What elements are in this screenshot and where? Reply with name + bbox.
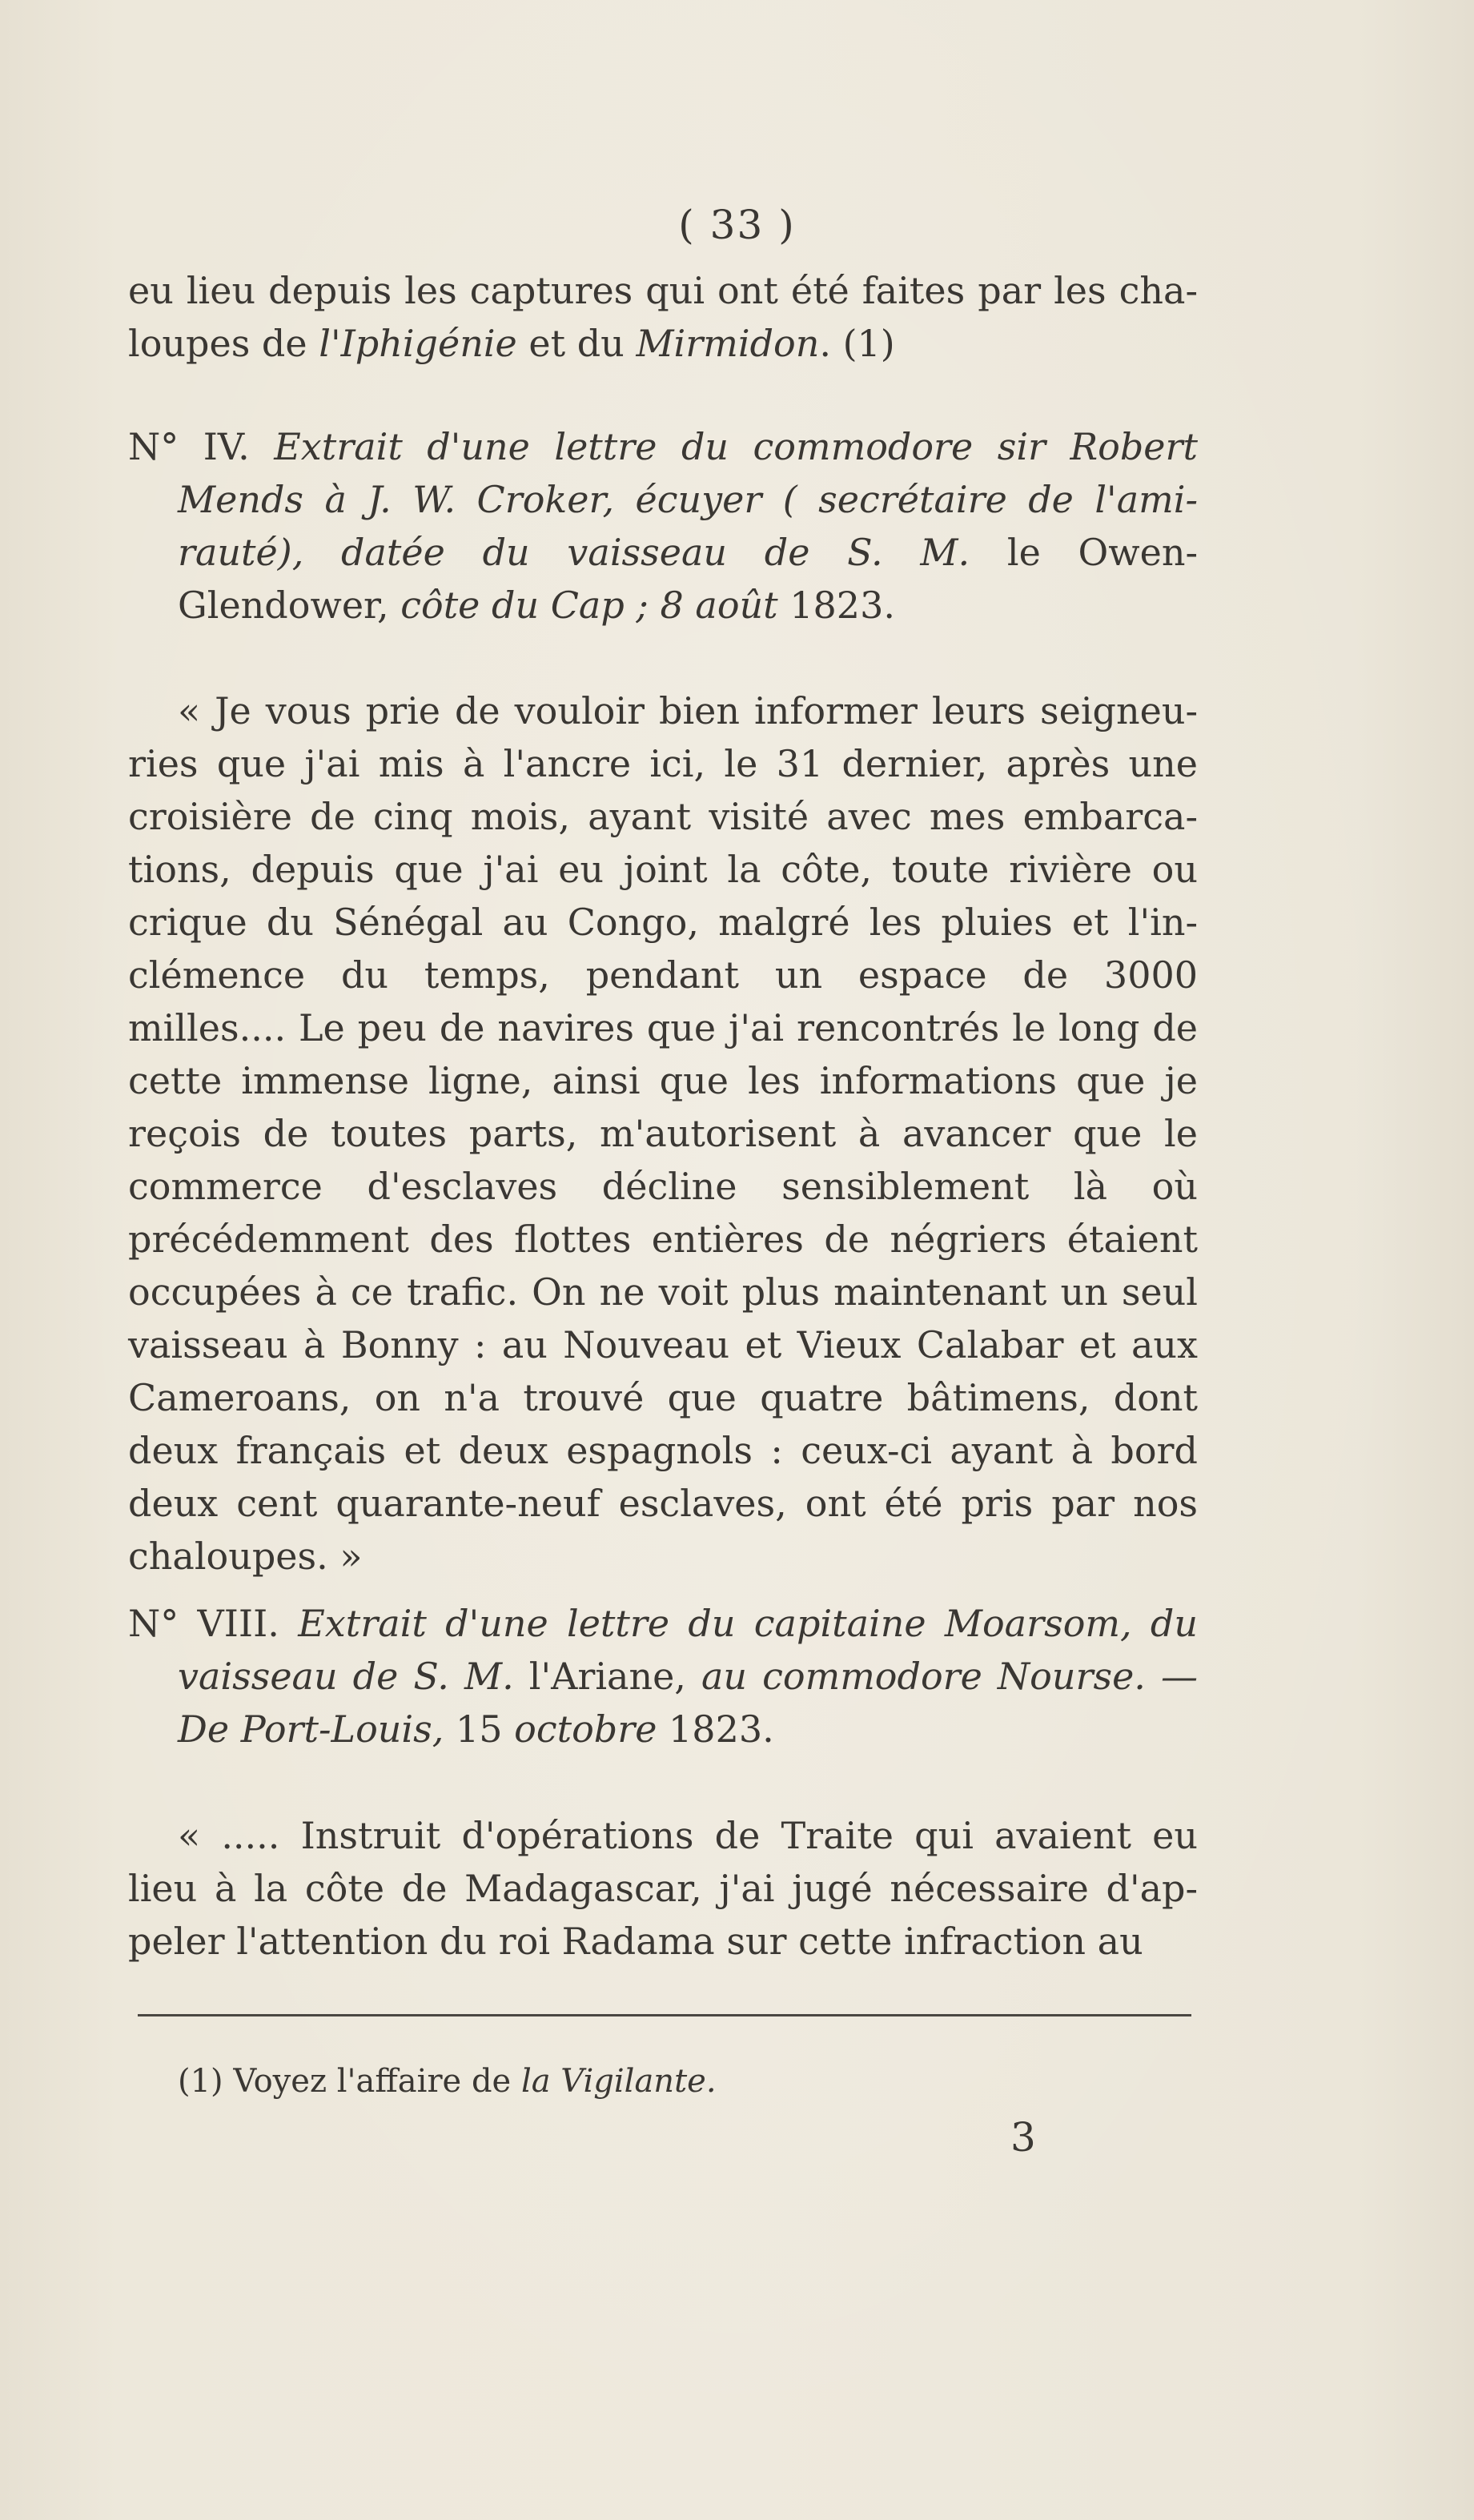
entry-iv-title-c: côte du Cap ; 8 août bbox=[400, 584, 778, 627]
page-number: ( 33 ) bbox=[678, 202, 796, 248]
quote-iv-text: « Je vous prie de vouloir bien informer leurs seigneu-ries que j'ai mis à l'ancre ici, le 31 dernier, après une croisière de cinq mois, ayant visité avec mes embarca-tions, depuis que j'ai eu joint la côte, toute rivière ou crique du Sénégal au Congo, malgré les pluies et l'in-clémence du temps, pendant un espace de 3000 milles.... Le peu de navires que j'ai rencontrés le long de cette immense ligne, ainsi que les informations que je reçois de toutes parts, m'autorisent à avancer que le commerce d'esclaves décline sensiblement là où précédemment des flottes entières de négriers étaient occupées à ce trafic. On ne voit plus maintenant un seul vaisseau à Bonny : au Nouveau et Vieux Calabar et aux Cameroans, on n'a trouvé que quatre bâtimens, dont deux français et deux espagnols : ceux-ci ayant à bord deux cent quarante-neuf esclaves, ont été pris par nos chaloupes. » bbox=[128, 689, 1198, 1578]
footnote-text-b: la Vigilante. bbox=[520, 2063, 717, 2100]
entry-viii-number: N° VIII. bbox=[128, 1602, 299, 1645]
entry-viii-title-a: Extrait d'une lettre du capitaine Moarsom, du vaisseau de S. M. bbox=[178, 1602, 1198, 1698]
intro-line-1: eu lieu depuis les captures qui ont été faites par les cha- bbox=[128, 269, 1198, 312]
entry-viii-title-b: l'Ariane, bbox=[513, 1655, 701, 1698]
intro-paragraph bbox=[128, 264, 1198, 370]
entry-viii-title-d: 15 bbox=[444, 1707, 515, 1751]
intro-line-2c: et du bbox=[516, 322, 637, 365]
intro-line-2a: loupes de bbox=[128, 322, 319, 365]
footnote-text-a: Voyez l'affaire de bbox=[223, 2063, 521, 2100]
entry-viii-quote bbox=[128, 1809, 1198, 1968]
entry-iv-heading bbox=[128, 420, 1198, 632]
entry-viii-title-f: 1823. bbox=[657, 1707, 774, 1751]
entry-viii-title-e: octobre bbox=[514, 1707, 657, 1751]
footnote bbox=[178, 2059, 717, 2104]
entry-viii-title-c: au commodore Nourse. — De Port-Louis, bbox=[178, 1655, 1198, 1751]
ship-name-mirmidon: Mirmidon bbox=[636, 322, 820, 365]
entry-iv-title-b: le Owen-Glendower, bbox=[178, 531, 1199, 627]
ship-name-iphigenie: l'Iphigénie bbox=[319, 322, 517, 365]
entry-iv-quote bbox=[128, 684, 1198, 1583]
entry-iv-title-d: 1823. bbox=[777, 584, 895, 627]
entry-iv-title-a: Extrait d'une lettre du commodore sir Robert Mends à J. W. Croker, écuyer ( secrétaire de l'ami-rauté), datée du vaisseau de S. M. bbox=[178, 425, 1198, 574]
quote-viii-text: « ..... Instruit d'opérations de Traite qui avaient eu lieu à la côte de Madagascar, j'ai jugé nécessaire d'ap-peler l'attention du roi Radama sur cette infraction au bbox=[128, 1814, 1198, 1963]
footnote-reference: . (1) bbox=[819, 322, 895, 365]
footnote-divider bbox=[138, 2014, 1191, 2016]
signature-mark: 3 bbox=[1010, 2114, 1036, 2161]
footnote-marker: (1) bbox=[178, 2063, 223, 2100]
entry-iv-number: N° IV. bbox=[128, 425, 275, 468]
entry-viii-heading bbox=[128, 1597, 1198, 1756]
